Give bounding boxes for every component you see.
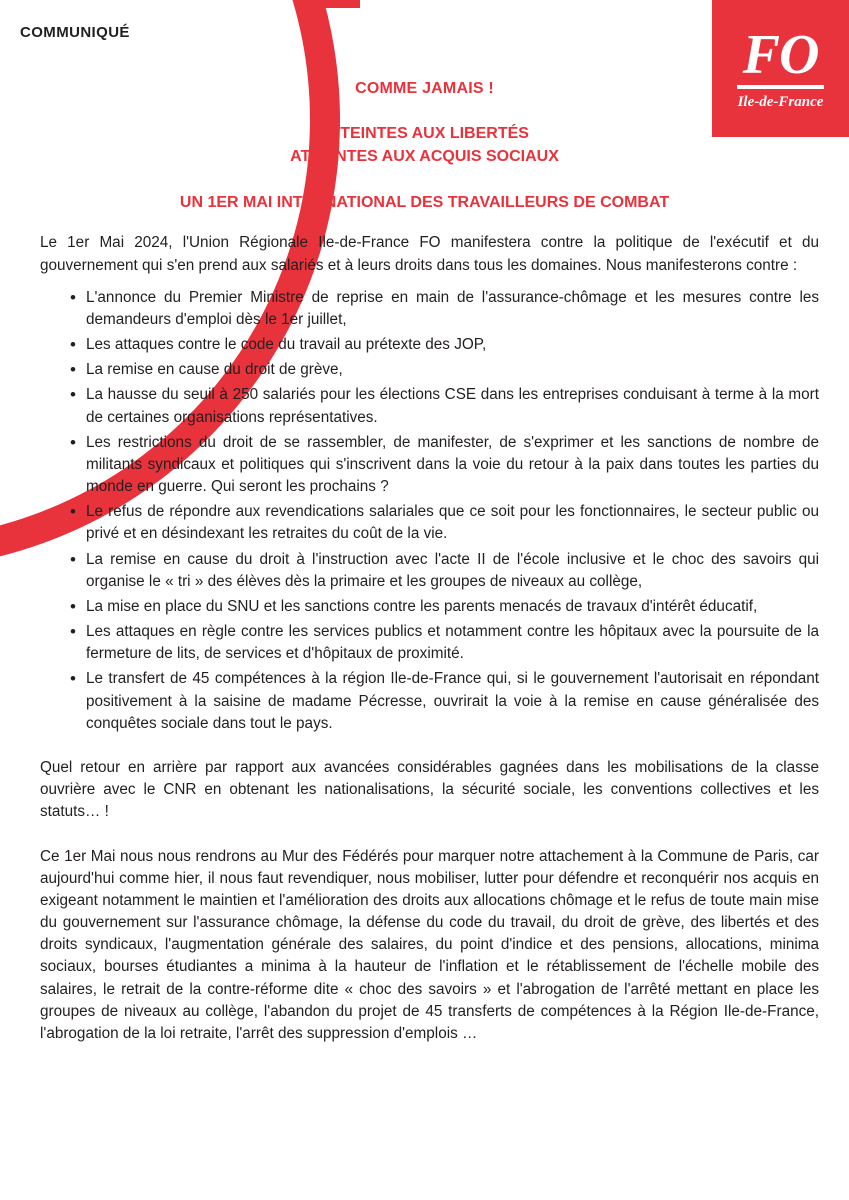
title-line-2 (0, 122, 849, 168)
document-body (0, 232, 849, 1045)
fo-logo-region: Ile-de-France (737, 94, 824, 110)
title-line-1: COMME JAMAIS ! (355, 80, 494, 97)
title-line-3: UN 1ER MAI INTERNATIONAL DES TRAVAILLEURS DE COMBAT (179, 194, 670, 212)
list-item: • La remise en cause du droit de grève, (70, 359, 819, 381)
list-item: • La remise en cause du droit à l'instruction avec l'acte II de l'école inclusive et le choc des savoirs qui organise le « tri » des élèves dès la primaire et les groupes de niveaux au collège, (70, 549, 819, 593)
list-item: • Les attaques contre le code du travail au prétexte des JOP, (70, 334, 819, 356)
list-item: • La hausse du seuil à 250 salariés pour les élections CSE dans les entreprises conduisant à terme à la mort de certaines organisations représentatives. (70, 384, 819, 428)
title-line-2b: ATTEINTES AUX ACQUIS SOCIAUX (290, 148, 559, 166)
title-block (0, 0, 849, 212)
list-item: • Les restrictions du droit de se rassembler, de manifester, de s'exprimer et les sanctions de nombre de militants syndicaux et politiques qui s'inscrivent dans la voie du retour à la paix dans toutes les parties du monde en guerre. Qui seront les prochains ? (70, 432, 819, 499)
intro-paragraph: Le 1er Mai 2024, l'Union Régionale Ile-de-France FO manifestera contre la politique de l'exécutif et du gouvernement qui s'en prend aux salariés et à leurs droits dans tous les domaines. Nous manifesterons contre : (40, 234, 819, 274)
claims-list (40, 287, 819, 735)
list-item: • Le transfert de 45 compétences à la région Ile-de-France qui, si le gouvernement l'autorisait en répondant positivement à la saisine de madame Pécresse, ouvrirait la voie à la remise en cause généralisée des conquêtes sociale dans tout le pays. (70, 668, 819, 735)
paragraph-2: Quel retour en arrière par rapport aux avancées considérables gagnées dans les mobilisations de la classe ouvrière avec le CNR en obtenant les nationalisations, la sécurité sociale, les conventions collectives et les statuts… ! (40, 758, 819, 821)
fo-logo-mark: FO (737, 27, 825, 89)
document-type-label: COMMUNIQUÉ (20, 24, 130, 41)
list-item: • Les attaques en règle contre les services publics et notamment contre les hôpitaux avec la poursuite de la fermeture de lits, de services et d'hôpitaux de proximité. (70, 621, 819, 665)
list-item: • L'annonce du Premier Ministre de reprise en main de l'assurance-chômage et les mesures contre les demandeurs d'emploi dès le 1er juillet, (70, 287, 819, 331)
list-item: • Le refus de répondre aux revendications salariales que ce soit pour les fonctionnaires, le secteur public ou privé et en désindexant les retraites du coût de la vie. (70, 501, 819, 545)
list-item: • La mise en place du SNU et les sanctions contre les parents menacés de travaux d'intérêt éducatif, (70, 596, 819, 618)
paragraph-3: Ce 1er Mai nous nous rendrons au Mur des Fédérés pour marquer notre attachement à la Commune de Paris, car aujourd'hui comme hier, il nous faut revendiquer, nous mobiliser, lutter pour défendre et reconquérir nos acquis en exigeant notamment le maintien et l'amélioration des droits aux allocations chômage et le refus de toute main mise du gouvernement sur l'assurance chômage, la défense du code du travail, du droit de grève, des libertés et des droits syndicaux, l'augmentation générale des salaires, du point d'indice et des pensions, allocations, minima sociaux, bourses étudiantes a minima à la hauteur de l'inflation et le rétablissement de l'échelle mobile des salaires, le retrait de la contre-réforme dite « choc des savoirs » et l'abrogation de l'arrêté mettant en place les groupes de niveaux au collège, l'abandon du projet de 45 transferts de compétences à la Région Ile-de-France, l'abrogation de la loi retraite, l'arrêt des suppression d'emplois … (40, 847, 819, 1042)
title-line-2a: ATTEINTES AUX LIBERTÉS (320, 125, 529, 142)
